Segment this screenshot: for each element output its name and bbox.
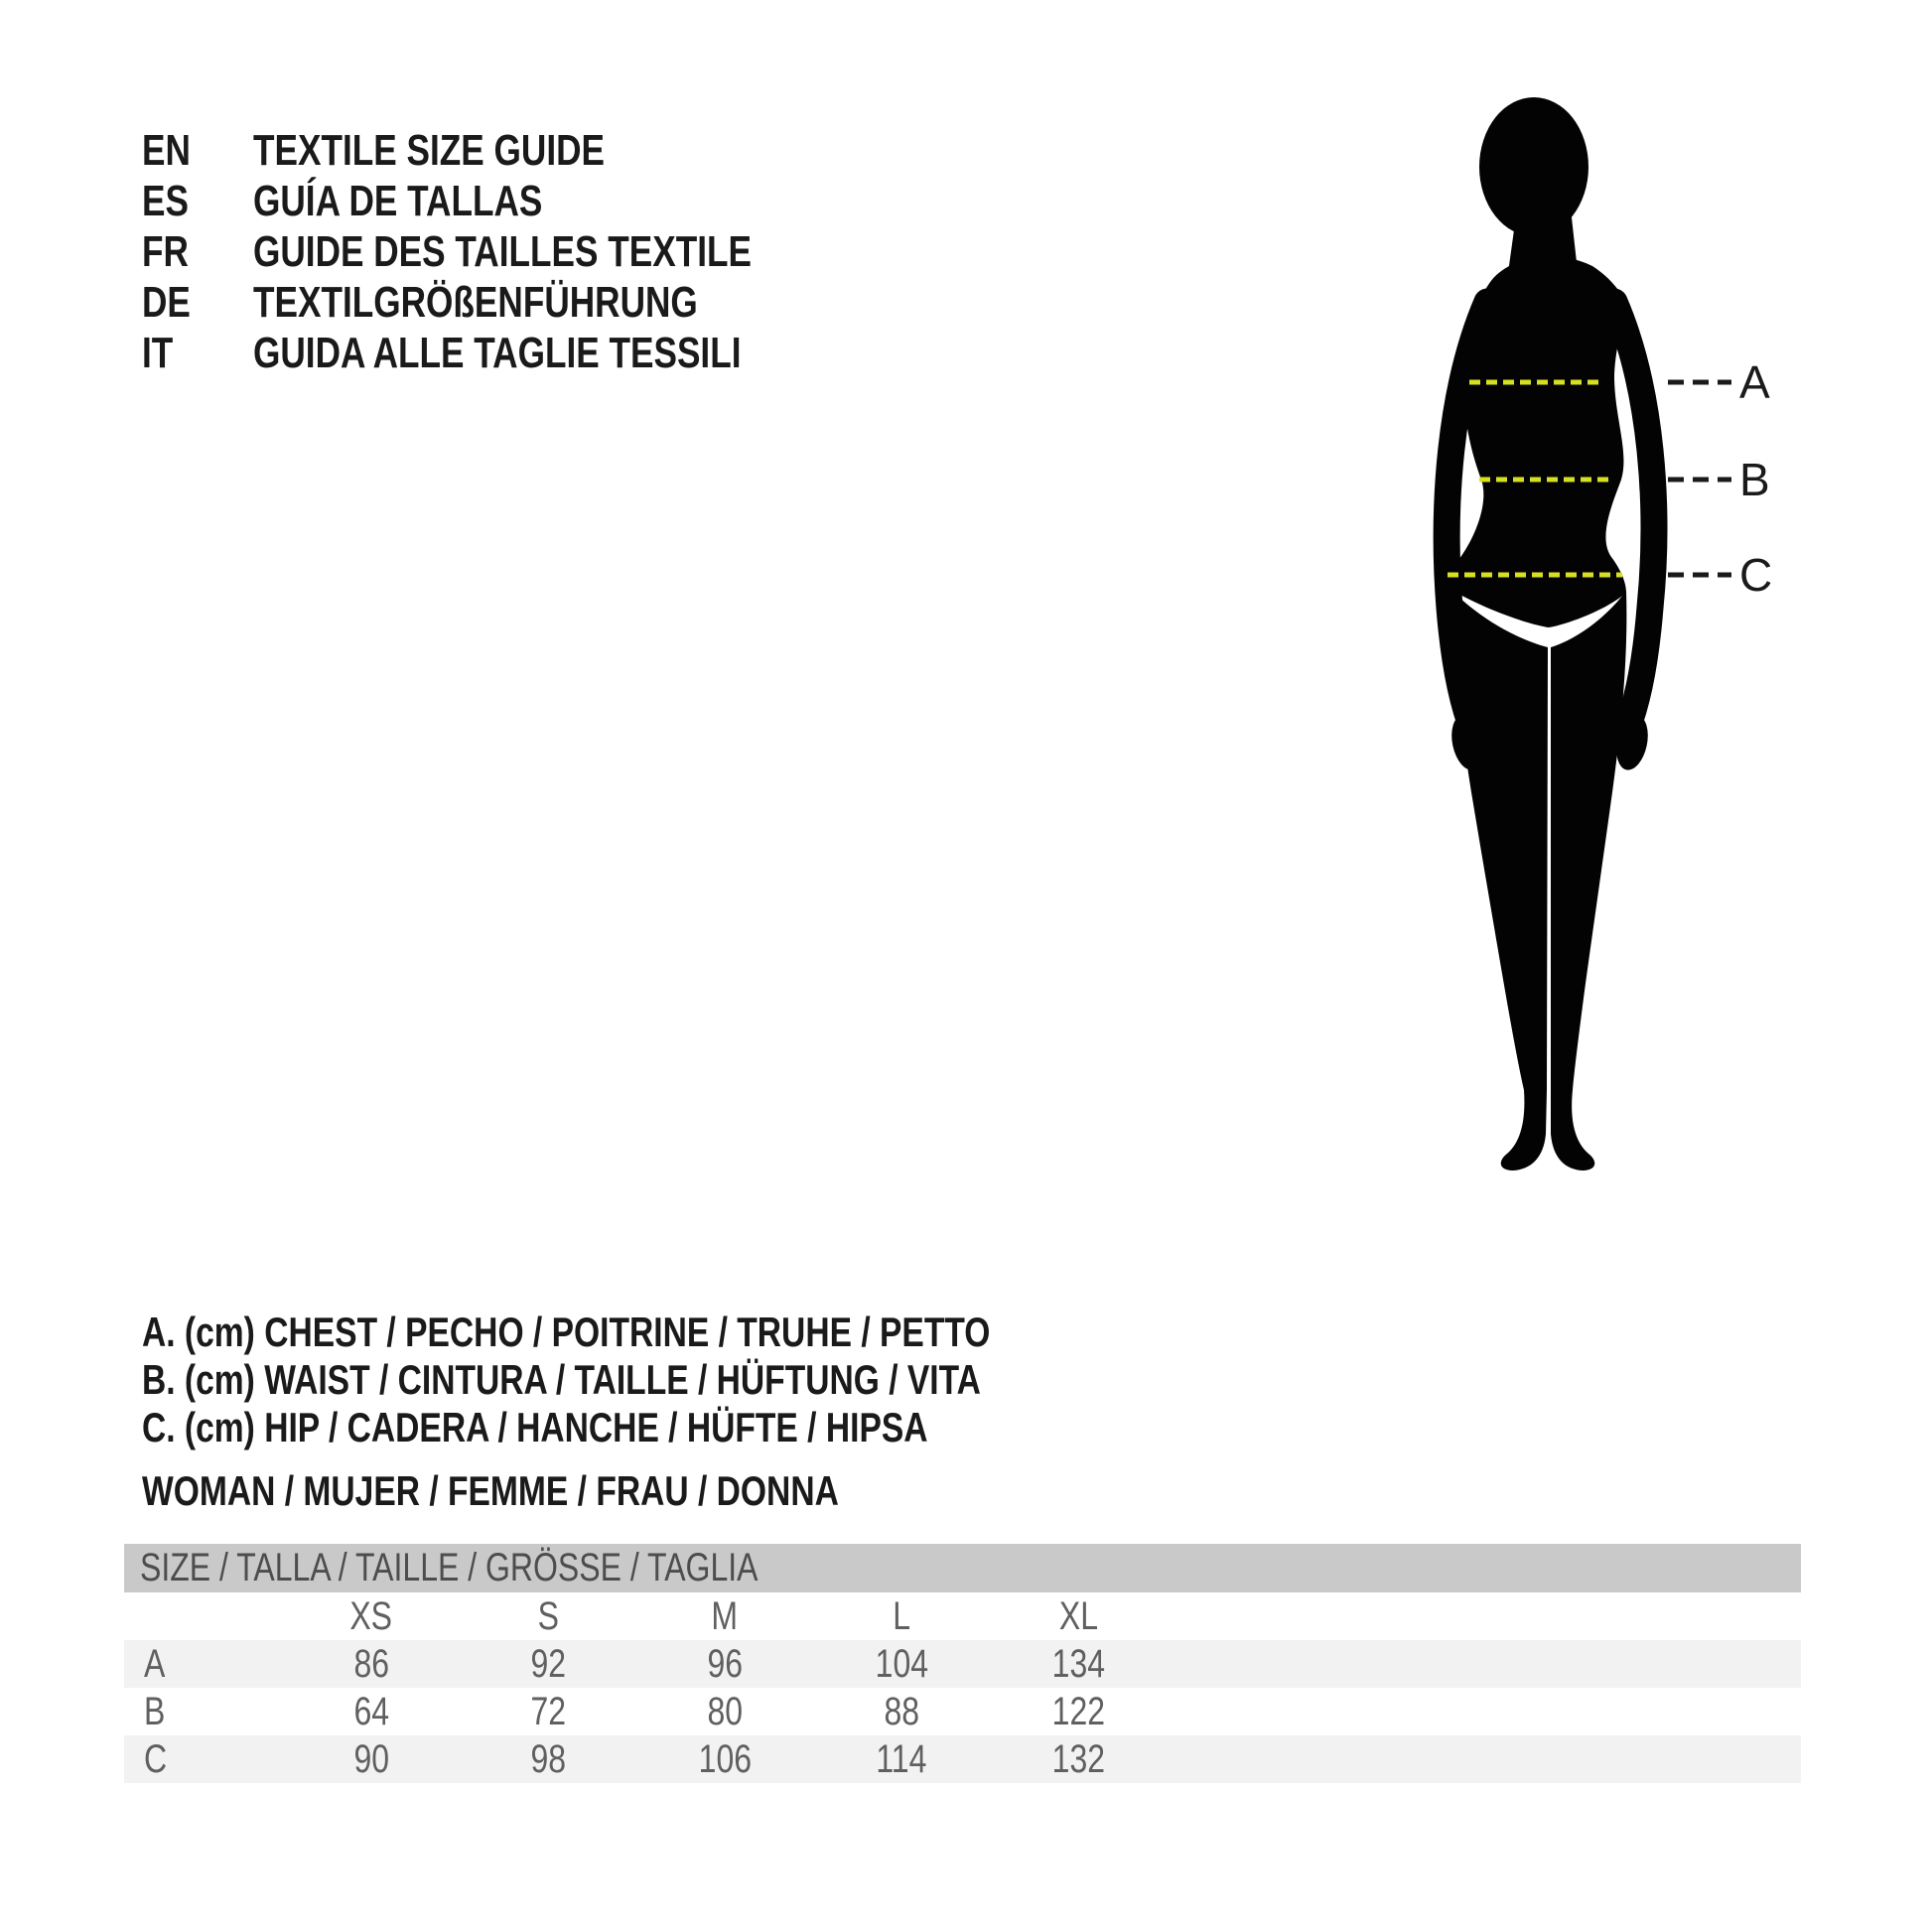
woman-silhouette [1398, 91, 1815, 1178]
cell-value: 104 [875, 1641, 928, 1686]
cell-value: 122 [1051, 1689, 1105, 1733]
cell-value: 90 [353, 1736, 389, 1781]
table-row-chest [124, 1640, 1801, 1688]
language-row-de [142, 277, 876, 328]
language-code: IT [142, 329, 174, 377]
cell-value: 96 [707, 1641, 743, 1686]
size-table-header [124, 1544, 1801, 1592]
cell-value: 64 [353, 1689, 389, 1733]
cell-value: 132 [1051, 1736, 1105, 1781]
row-label: C [144, 1736, 168, 1781]
language-code: FR [142, 227, 189, 276]
cell-value: 80 [707, 1689, 743, 1733]
language-row-en [142, 125, 876, 176]
language-code: ES [142, 177, 189, 225]
column-header-l: L [893, 1593, 910, 1638]
chest-description: A. (cm) CHEST / PECHO / POITRINE / TRUHE / PETTO [142, 1309, 991, 1355]
language-code: DE [142, 278, 191, 327]
row-label: A [144, 1641, 166, 1686]
guide-title: TEXTILGRÖßENFÜHRUNG [253, 278, 698, 327]
language-title-block [142, 125, 876, 378]
cell-value: 114 [876, 1736, 927, 1781]
guide-title: TEXTILE SIZE GUIDE [253, 126, 605, 175]
language-row-es [142, 176, 876, 226]
waist-description: B. (cm) WAIST / CINTURA / TAILLE / HÜFTUNG / VITA [142, 1356, 981, 1403]
language-row-fr [142, 226, 876, 277]
column-header-xs: XS [349, 1593, 393, 1638]
table-row-hip [124, 1735, 1801, 1783]
size-table-column-row [124, 1592, 1801, 1640]
hip-description: C. (cm) HIP / CADERA / HANCHE / HÜFTE / HIPSA [142, 1404, 928, 1450]
column-header-xl: XL [1058, 1593, 1098, 1638]
cell-value: 92 [530, 1641, 566, 1686]
marker-label-c: C [1739, 549, 1773, 601]
marker-label-b: B [1739, 454, 1770, 505]
table-row-waist [124, 1688, 1801, 1735]
language-code: EN [142, 126, 191, 175]
guide-title: GUÍA DE TALLAS [253, 177, 543, 225]
silhouette-right-leg [1551, 591, 1626, 1171]
cell-value: 72 [530, 1689, 566, 1733]
cell-value: 134 [1051, 1641, 1105, 1686]
cell-value: 106 [698, 1736, 752, 1781]
cell-value: 86 [353, 1641, 389, 1686]
column-header-m: M [711, 1593, 739, 1638]
guide-title: GUIDA ALLE TAGLIE TESSILI [253, 329, 742, 377]
row-label: B [144, 1689, 166, 1733]
cell-value: 98 [530, 1736, 566, 1781]
marker-label-a: A [1739, 356, 1770, 408]
cell-value: 88 [884, 1689, 919, 1733]
size-table-title: SIZE / TALLA / TAILLE / GRÖSSE / TAGLIA [140, 1546, 759, 1589]
language-row-it [142, 328, 876, 378]
column-header-s: S [537, 1593, 559, 1638]
silhouette-left-leg [1448, 586, 1548, 1171]
gender-label: WOMAN / MUJER / FEMME / FRAU / DONNA [142, 1467, 839, 1514]
guide-title: GUIDE DES TAILLES TEXTILE [253, 227, 752, 276]
